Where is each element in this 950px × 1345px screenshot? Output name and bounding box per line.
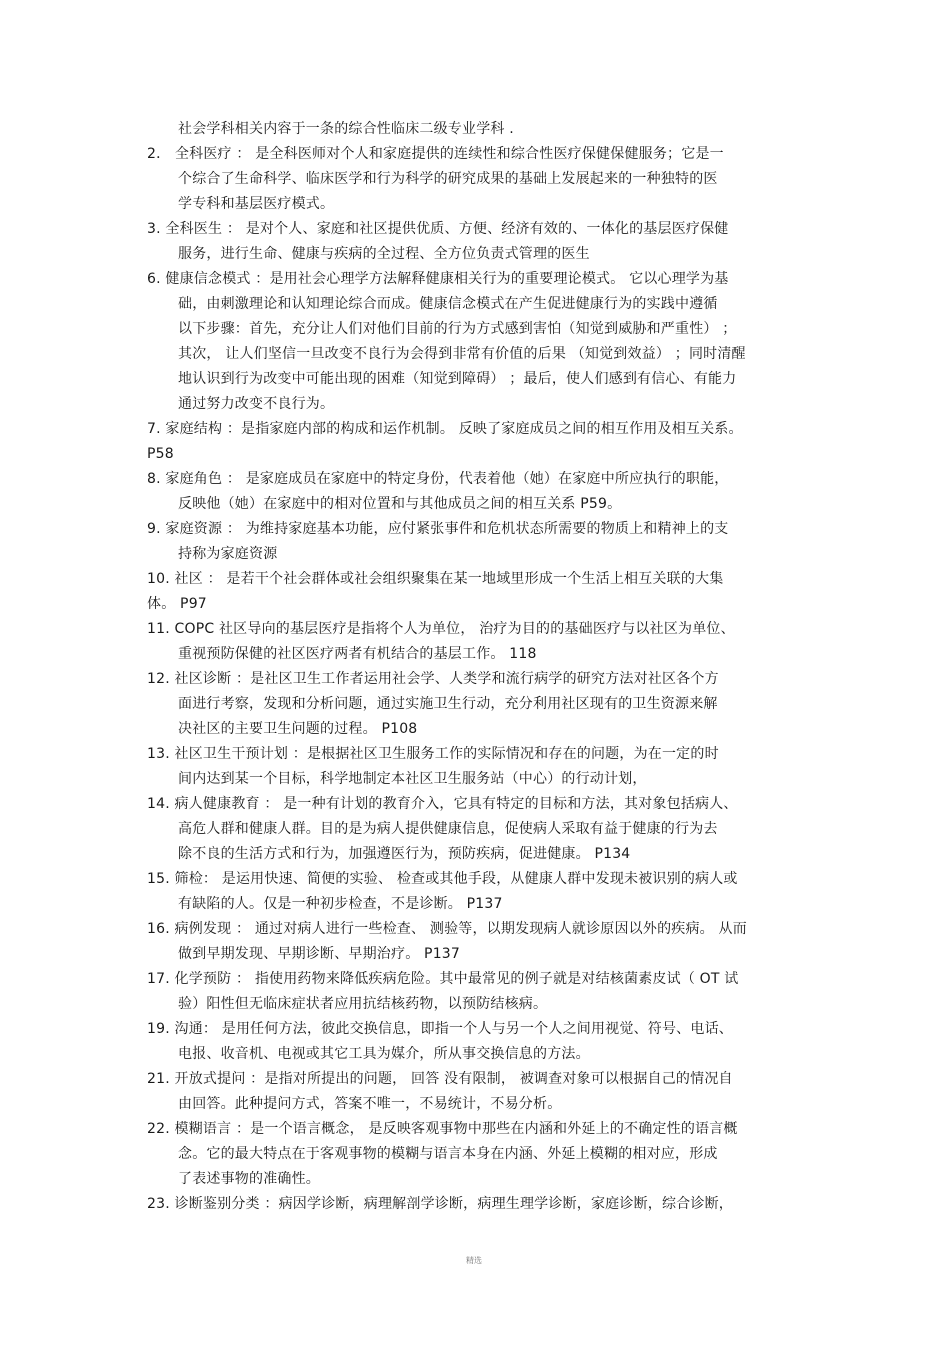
text-line: 23. 诊断鉴别分类 ：病因学诊断，病理解剖学诊断，病理生理学诊断，家庭诊断，综合诊断，	[147, 1196, 733, 1212]
text-line: 21. 开放式提问 ：是指对所提出的问题， 回答 没有限制， 被调查对象可以根据自己的情况自	[147, 1071, 733, 1087]
text-line: 社会学科相关内容于一条的综合性临床二级专业学科 .	[178, 121, 514, 137]
text-line: 22. 模糊语言 ：是一个语言概念， 是反映客观事物中那些在内涵和外延上的不确定性的语言概	[147, 1121, 738, 1137]
text-line: 决社区的主要卫生问题的过程。 P108	[178, 721, 418, 737]
text-line: 验）阳性但无临床症状者应用抗结核药物，以预防结核病。	[178, 996, 548, 1012]
text-line: 7. 家庭结构 ：是指家庭内部的构成和运作机制。 反映了家庭成员之间的相互作用及相互关系。	[147, 421, 743, 437]
text-line: 体。 P97	[147, 596, 207, 612]
text-line: 以下步骤：首先，充分让人们对他们目前的行为方式感到害怕（知觉到威胁和严重性） ；	[178, 321, 737, 337]
text-line: 14. 病人健康教育 ： 是一种有计划的教育介入，它具有特定的目标和方法，其对象包括病人、	[147, 796, 738, 812]
text-line: 高危人群和健康人群。目的是为病人提供健康信息，促使病人采取有益于健康的行为去	[178, 821, 718, 837]
text-line: 13. 社区卫生干预计划 ：是根据社区卫生服务工作的实际情况和存在的问题，为在一定的时	[147, 746, 719, 762]
text-line: 电报、收音机、电视或其它工具为媒介，所从事交换信息的方法。	[178, 1046, 590, 1062]
text-line: 3. 全科医生 ： 是对个人、家庭和社区提供优质、方便、经济有效的、一体化的基层医疗保健	[147, 221, 729, 237]
text-line: 17. 化学预防 ： 指使用药物来降低疾病危险。其中最常见的例子就是对结核菌素皮试（ OT 试	[147, 971, 739, 987]
text-line: 10. 社区 ： 是若干个社会群体或社会组织聚集在某一地域里形成一个生活上相互关联的大集	[147, 571, 724, 587]
text-line: 念。它的最大特点在于客观事物的模糊与语言本身在内涵、外延上模糊的相对应，形成	[178, 1146, 718, 1162]
text-line: 反映他（她）在家庭中的相对位置和与其他成员之间的相互关系 P59。	[178, 496, 622, 512]
text-line: 面进行考察，发现和分析问题，通过实施卫生行动，充分利用社区现有的卫生资源来解	[178, 696, 718, 712]
text-line: P58	[147, 446, 174, 462]
text-line: 19. 沟通： 是用任何方法，彼此交换信息，即指一个人与另一个人之间用视觉、符号、电话、	[147, 1021, 733, 1037]
text-line: 个综合了生命科学、临床医学和行为科学的研究成果的基础上发展起来的一种独特的医	[178, 171, 718, 187]
text-line: 了表述事物的准确性。	[178, 1171, 320, 1187]
text-line: 由回答。此种提问方式，答案不唯一，不易统计，不易分析。	[178, 1096, 562, 1112]
text-line: 6. 健康信念模式 ：是用社会心理学方法解释健康相关行为的重要理论模式。 它以心理学为基	[147, 271, 729, 287]
text-line: 9. 家庭资源 ： 为维持家庭基本功能，应付紧张事件和危机状态所需要的物质上和精神上的支	[147, 521, 729, 537]
text-line: 8. 家庭角色 ： 是家庭成员在家庭中的特定身份，代表着他（她）在家庭中所应执行的职能，	[147, 471, 729, 487]
text-line: 学专科和基层医疗模式。	[178, 196, 335, 212]
text-line: 持称为家庭资源	[178, 546, 278, 562]
text-line: 础，由刺激理论和认知理论综合而成。健康信念模式在产生促进健康行为的实践中遵循	[178, 296, 718, 312]
text-line: 除不良的生活方式和行为，加强遵医行为，预防疾病，促进健康。 P134	[178, 846, 631, 862]
page-footer: 精选	[466, 1256, 482, 1265]
text-line: 12. 社区诊断 ：是社区卫生工作者运用社会学、人类学和流行病学的研究方法对社区各个方	[147, 671, 719, 687]
text-line: 间内达到某一个目标，科学地制定本社区卫生服务站（中心）的行动计划，	[178, 771, 647, 787]
text-line: 15. 筛检： 是运用快速、简便的实验、 检查或其他手段，从健康人群中发现未被识别的病人或	[147, 871, 738, 887]
text-line: 地认识到行为改变中可能出现的困难（知觉到障碍） ；最后，使人们感到有信心、有能力	[178, 371, 737, 387]
text-line: 其次， 让人们坚信一旦改变不良行为会得到非常有价值的后果 （知觉到效益） ；同时清醒	[178, 346, 746, 362]
text-line: 服务，进行生命、健康与疾病的全过程、全方位负责式管理的医生	[178, 246, 590, 262]
text-line: 重视预防保健的社区医疗两者有机结合的基层工作。 118	[178, 646, 537, 662]
text-line: 通过努力改变不良行为。	[178, 396, 335, 412]
text-line: 做到早期发现、早期诊断、早期治疗。 P137	[178, 946, 461, 962]
text-line: 2． 全科医疗 ： 是全科医师对个人和家庭提供的连续性和综合性医疗保健保健服务；它是一	[147, 146, 724, 162]
text-line: 有缺陷的人。仅是一种初步检查，不是诊断。 P137	[178, 896, 503, 912]
text-line: 16. 病例发现 ： 通过对病人进行一些检查、 测验等，以期发现病人就诊原因以外的疾病。 从而	[147, 921, 747, 937]
text-line: 11. COPC 社区导向的基层医疗是指将个人为单位， 治疗为目的的基础医疗与以社区为单位、	[147, 621, 735, 637]
